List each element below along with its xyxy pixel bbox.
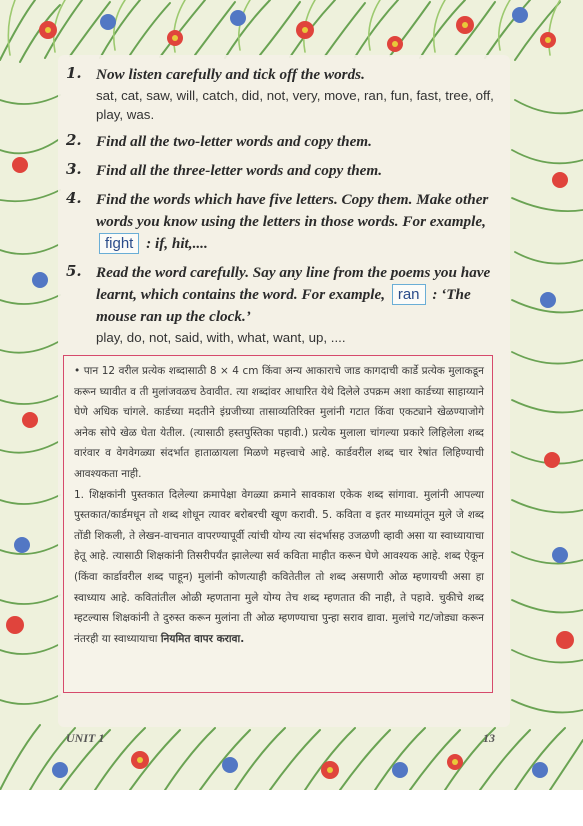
exercise-2 [62,131,502,153]
word-list: sat, cat, saw, will, catch, did, not, very, move, ran, fun, fast, tree, off, play, was. [96,88,494,122]
word-list: play, do, not, said, with, what, want, up, .... [96,330,346,345]
exercise-1 [62,64,502,124]
page-number: 13 [483,731,495,745]
exercise-instruction [96,189,502,255]
example-continuation: : ‘The mouse ran up the clock.’ [96,286,471,325]
exercise-number: 1. [66,64,82,82]
instruction-text: Find the words which have five letters. Copy them. Make other words you know using the letters in those words. For example, [96,191,489,230]
teacher-note-paragraph-2 [74,485,484,650]
exercise-instruction: Find all the two-letter words and copy them. [96,133,372,150]
exercise-3 [62,160,502,182]
example-word-box: fight [99,233,139,254]
teacher-note-paragraph-1: • पान 12 वरील प्रत्येक शब्दासाठी 8 × 4 cm किंवा अन्य आकाराचे जाड कागदाची कार्डे प्रत्येक मुलाकडून करून घ्यावीत व ती मुलांजवळच ठेवावीत. त्या शब्दांवर आधारित येथे दिलेले उपक्रम अशा कार्डच्या साहाय्याने घेणे अधिक चांगले. कार्डच्या मदतीने इंग्रजीच्या तासाव्यतिरिक्त मुलांनी गटात किंवा एकट्याने खेळण्याजोगे अनेक सोपे खेळ घेता येतील. (त्यासाठी हस्तपुस्तिका पहावी.) प्रत्येक मुलाला चांगल्या प्रकारे लिहिलेला शब्द वारंवार व वेगवेगळ्या संदर्भात हाताळायला मिळणे महत्त्वाचे आहे. कार्डवरील शब्द चार रेषांत लिहिण्याची आवश्यकता नाही. [74,365,484,480]
exercise-list [62,64,502,354]
unit-label: UNIT 1 [66,731,105,745]
exercise-number: 4. [66,189,82,207]
teacher-note-box [63,355,493,693]
exercise-4 [62,189,502,255]
exercise-instruction [96,262,502,328]
exercise-instruction: Now listen carefully and tick off the words. [96,66,365,83]
exercise-instruction: Find all the three-letter words and copy them. [96,162,383,179]
teacher-note-text: 1. शिक्षकांनी पुस्तकात दिलेल्या क्रमापेक्षा वेगळ्या क्रमाने सावकाश एकेक शब्द सांगावा. मुलांनी आपल्या पुस्तकात/कार्डमधून तो शब्द शोधून त्यावर बरोबरची खूण करावी. 5. कविता व इतर माध्यमांतून मुले जे शब्द तोंडी शिकली, ते लेखन-वाचनात वापरण्यापूर्वी त्यांची योग्य त्या संदर्भासह उजळणी व्हावी असा या स्वाध्यायाचा हेतू आहे. त्यासाठी शिक्षकांनी तिसरीपर्यंत झालेल्या सर्व कविता माहीत करून घेणे आवश्यक आहे. शब्द ऐकून (किंवा कार्डावरील शब्द पाहून) मुलांनी कोणत्याही कवितेतील तो शब्द असणारी ओळ म्हणायची असा हा स्वाध्याय आहे. कवितांतील ओळी म्हणताना मुले योग्य तेच शब्द म्हणतात की नाही, ते पहावे. चुकीचे शब्द म्हटल्यास शिक्षकांनी ते दुरुस्त करून मुलांना ती ओळ म्हणण्याचा पुन्हा सराव द्यावा. मुलांचे गट/जोड्या करून नंतरही या स्वाध्यायाचा [74,488,484,645]
example-word-box: ran [392,284,426,305]
teacher-note-emphasis: नियमित वापर करावा. [160,632,245,645]
example-continuation: : if, hit,.... [146,235,208,252]
exercise-number: 3. [66,160,82,178]
exercise-number: 2. [66,131,82,149]
exercise-number: 5. [66,262,82,280]
instruction-text: Read the word carefully. Say any line from the poems you have learnt, which contains the word. For example, [96,264,491,303]
exercise-5 [62,262,502,347]
